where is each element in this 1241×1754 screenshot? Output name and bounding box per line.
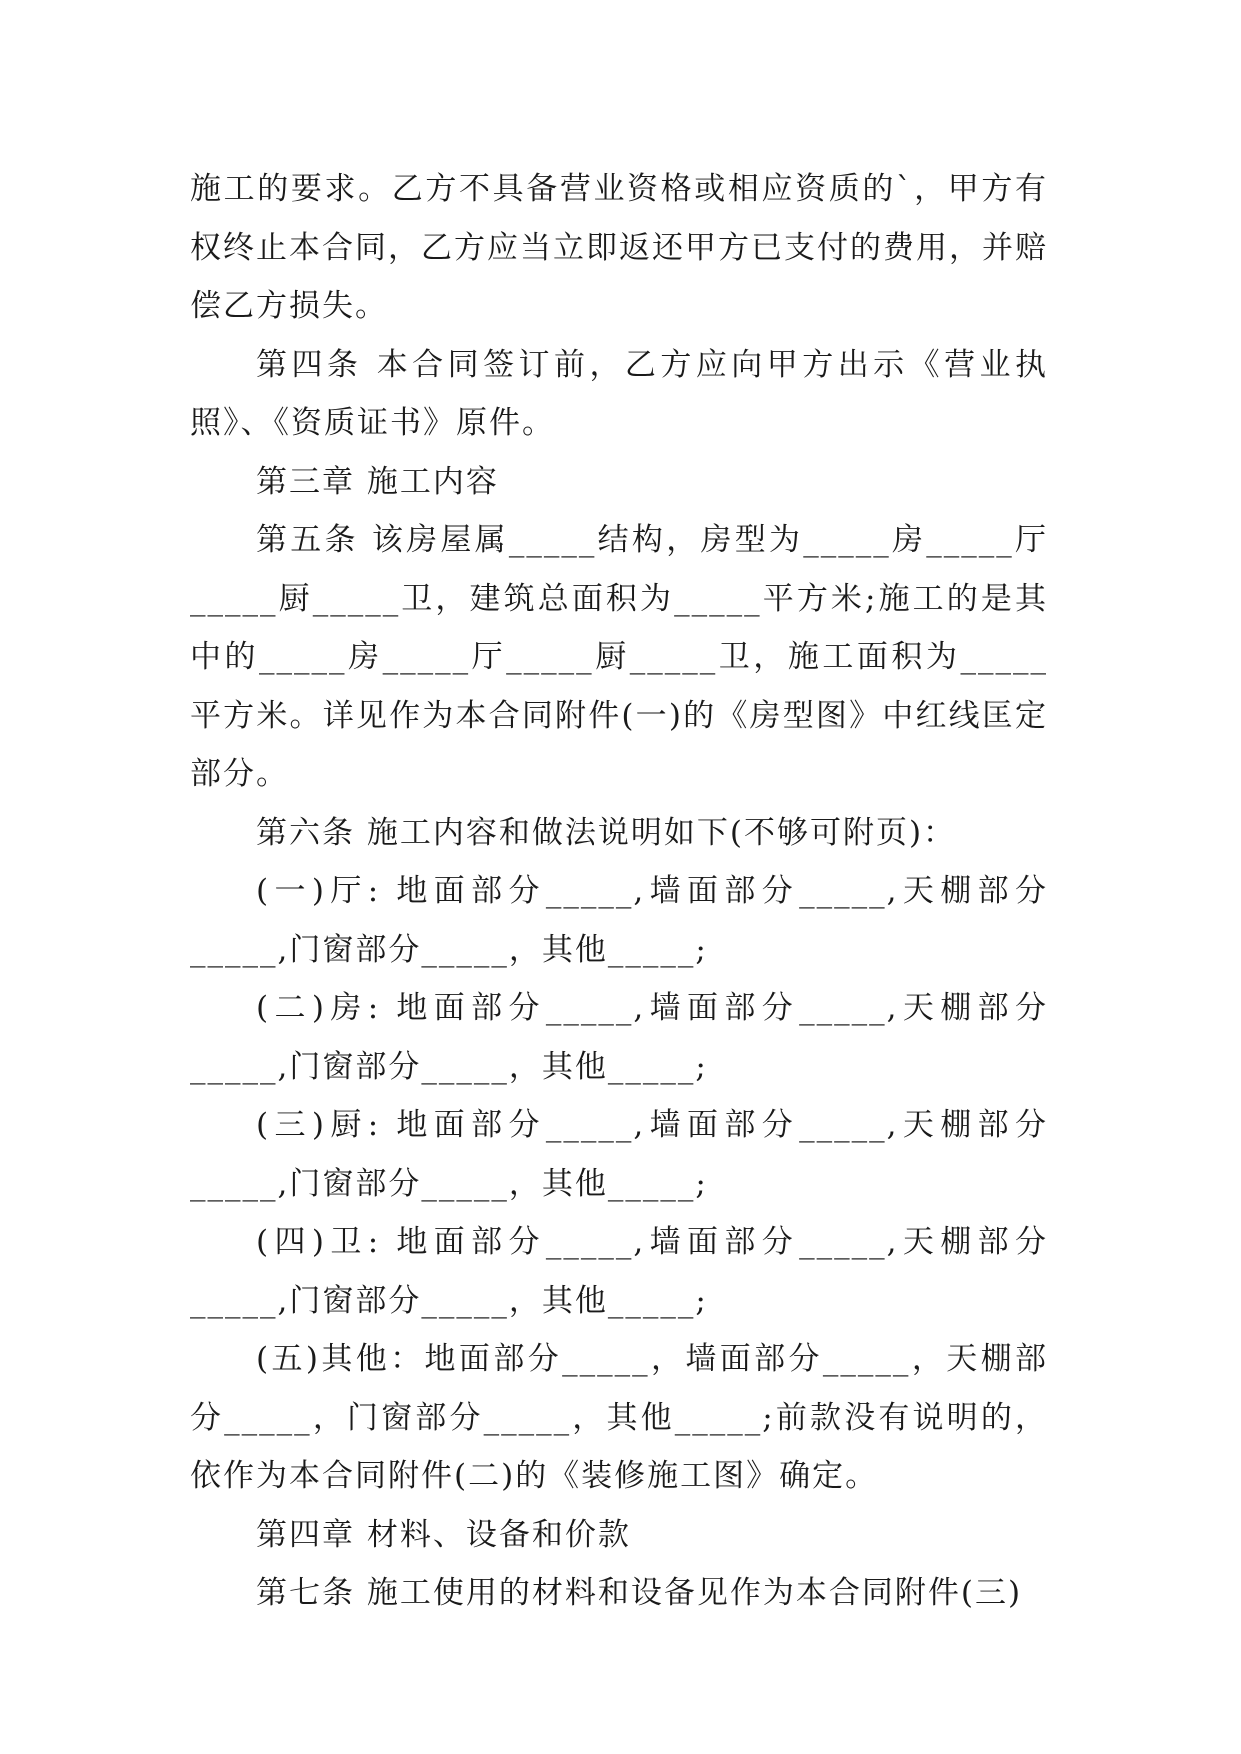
item-bathroom: (四)卫: 地面部分_____,墙面部分_____,天棚部分_____,门窗部分_____，其他_____; [190,1224,1048,1319]
paragraph-qualification: 施工的要求。乙方不具备营业资格或相应资质的`，甲方有权终止本合同，乙方应当立即返还甲方已支付的费用，并赔偿乙方损失。 [190,171,1048,324]
item-other: (五)其他：地面部分_____，墙面部分_____，天棚部分_____，门窗部分_____，其他_____;前款没有说明的，依作为本合同附件(二)的《装修施工图》确定。 [190,1341,1048,1494]
chapter-4-heading: 第四章 材料、设备和价款 [256,1516,631,1553]
paragraph-article-6: 第六条 施工内容和做法说明如下(不够可附页)： [256,814,957,851]
paragraph-article-7: 第七条 施工使用的材料和设备见作为本合同附件(三) [256,1575,1023,1611]
paragraph-article-5: 第五条 该房屋属_____结构，房型为_____房_____厅_____厨_____卫，建筑总面积为_____平方米;施工的是其中的_____房_____厅_____厨_____卫，施工面积为_____平方米。详见作为本合同附件(一)的《房型图》中红线匡定部分。 [190,522,1048,792]
item-hall: (一)厅: 地面部分_____,墙面部分_____,天棚部分_____,门窗部分_____，其他_____; [190,873,1048,968]
paragraph-article-4: 第四条 本合同签订前，乙方应向甲方出示《营业执照》、《资质证书》原件。 [190,346,1048,441]
item-kitchen: (三)厨: 地面部分_____,墙面部分_____,天棚部分_____,门窗部分_____，其他_____; [190,1107,1048,1202]
item-room: (二)房: 地面部分_____,墙面部分_____,天棚部分_____,门窗部分_____，其他_____; [190,990,1048,1085]
document-body [190,160,1048,1623]
chapter-3-heading: 第三章 施工内容 [256,463,499,500]
